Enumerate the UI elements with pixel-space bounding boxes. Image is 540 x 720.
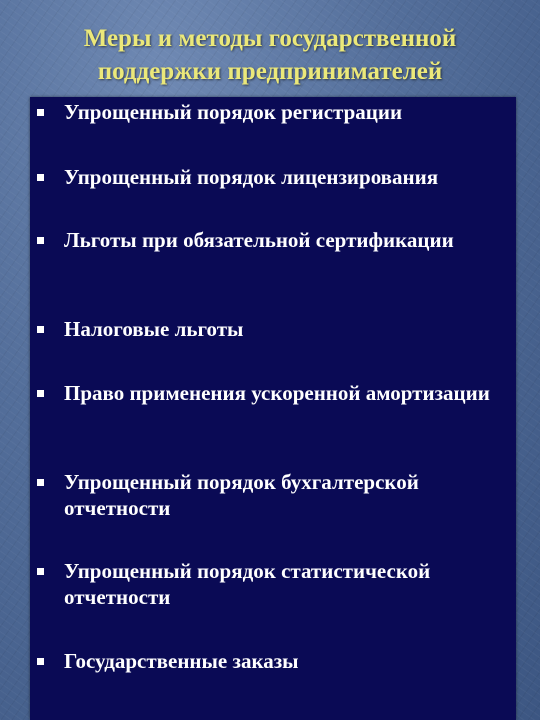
square-bullet-icon xyxy=(37,568,44,575)
list-item-text: Право применения ускоренной амортизации xyxy=(64,381,490,405)
square-bullet-icon xyxy=(37,109,44,116)
slide-title-line-2: поддержки предпринимателей xyxy=(97,58,443,85)
list-item-text: Государственные заказы xyxy=(64,649,299,673)
slide-title-line-1: Меры и методы государственной xyxy=(83,25,457,52)
list-item-text: Упрощенный порядок бухгалтерской отчетности xyxy=(64,470,419,520)
slide-title xyxy=(20,22,520,88)
list-item-text: Упрощенный порядок регистрации xyxy=(64,100,403,124)
list-item-text: Упрощенный порядок лицензирования xyxy=(64,165,439,189)
list-item-text: Упрощенный порядок статистической отчетности xyxy=(64,559,431,609)
square-bullet-icon xyxy=(37,390,44,397)
list-item-text: Налоговые льготы xyxy=(64,317,244,341)
square-bullet-icon xyxy=(37,237,44,244)
list-item-text: Льготы при обязательной сертификации xyxy=(64,228,454,252)
bullet-list-panel xyxy=(30,97,516,720)
square-bullet-icon xyxy=(37,479,44,486)
square-bullet-icon xyxy=(37,174,44,181)
square-bullet-icon xyxy=(37,658,44,665)
square-bullet-icon xyxy=(37,326,44,333)
